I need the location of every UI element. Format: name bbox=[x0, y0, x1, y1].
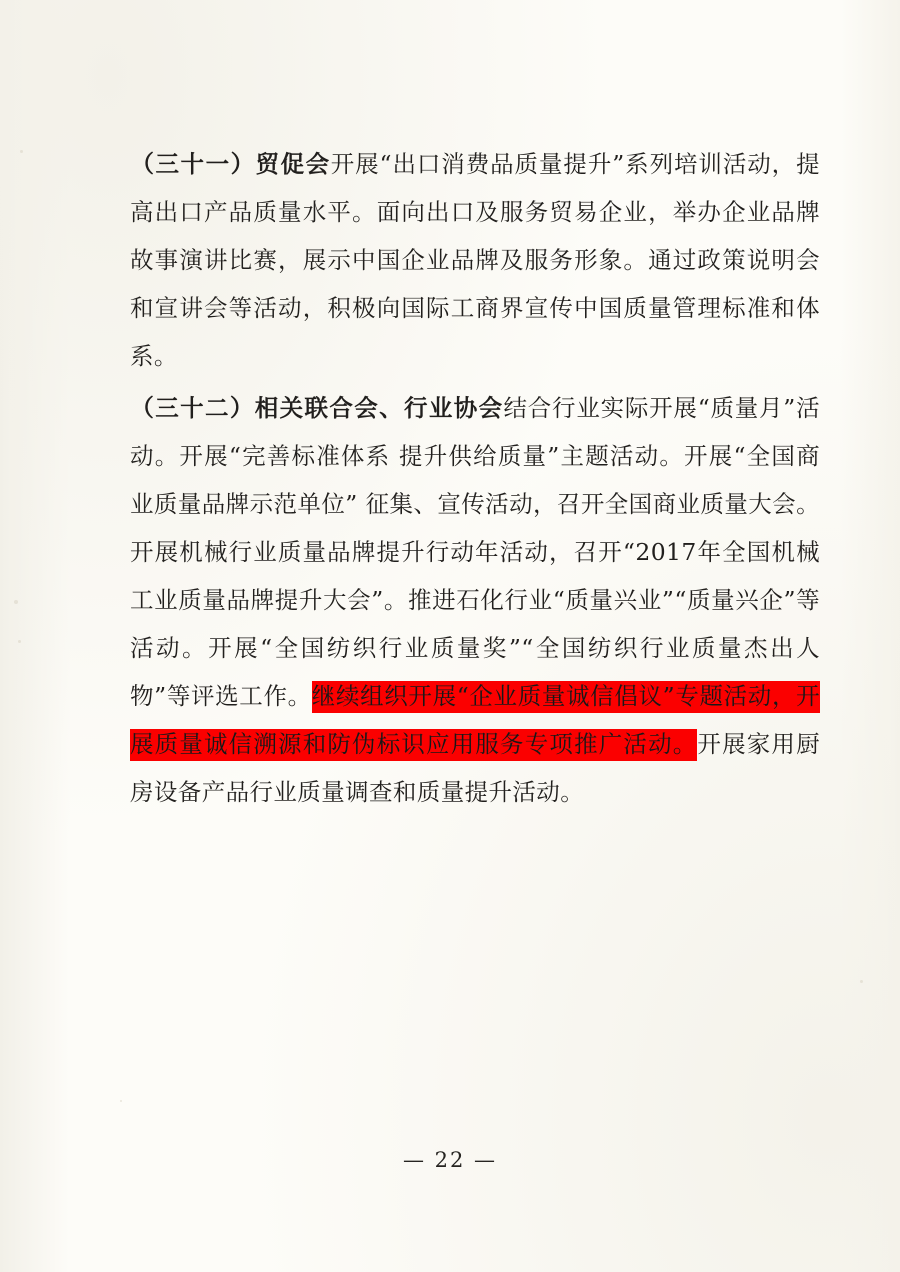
page-footer bbox=[0, 1148, 900, 1172]
paper-speck bbox=[18, 640, 21, 643]
paper-speck bbox=[20, 150, 23, 153]
paragraph-lead-label: （三十二）相关联合会、行业协会 bbox=[130, 394, 504, 422]
paragraph-text-after-highlight: 开展家用厨房设备产品行业质量调查和质量提升活动。 bbox=[130, 730, 821, 806]
document-body bbox=[130, 140, 820, 820]
paragraph-lead-label: （三十一）贸促会 bbox=[130, 150, 331, 178]
paper-speck bbox=[14, 600, 18, 604]
paper-speck bbox=[120, 1100, 122, 1102]
page-number: — 22 — bbox=[402, 1148, 498, 1172]
paragraph-thirty-two bbox=[130, 384, 820, 816]
paragraph-thirty-one bbox=[130, 140, 820, 380]
paragraph-text: 开展“出口消费品质量提升”系列培训活动，提高出口产品质量水平。面向出口及服务贸易企业，举办企业品牌故事演讲比赛，展示中国企业品牌及服务形象。通过政策说明会和宣讲会等活动，积极向国际工商界宣传中国质量管理标准和体系。 bbox=[130, 150, 821, 370]
paper-speck bbox=[860, 980, 863, 983]
highlighted-text: 继续组织开展“企业质量诚信倡议”专题活动，开展质量诚信溯源和防伪标识应用服务专项推广活动。 bbox=[130, 681, 820, 761]
paragraph-text-before-highlight: 结合行业实际开展“质量月”活动。开展“完善标准体系 提升供给质量”主题活动。开展“全国商业质量品牌示范单位” 征集、宣传活动，召开全国商业质量大会。开展机械行业质量品牌提升行动年活动，召开“2017年全国机械工业质量品牌提升大会”。推进石化行业“质量兴业”“质量兴企”等活动。开展“全国纺织行业质量奖”“全国纺织行业质量杰出人物”等评选工作。 bbox=[130, 394, 820, 710]
